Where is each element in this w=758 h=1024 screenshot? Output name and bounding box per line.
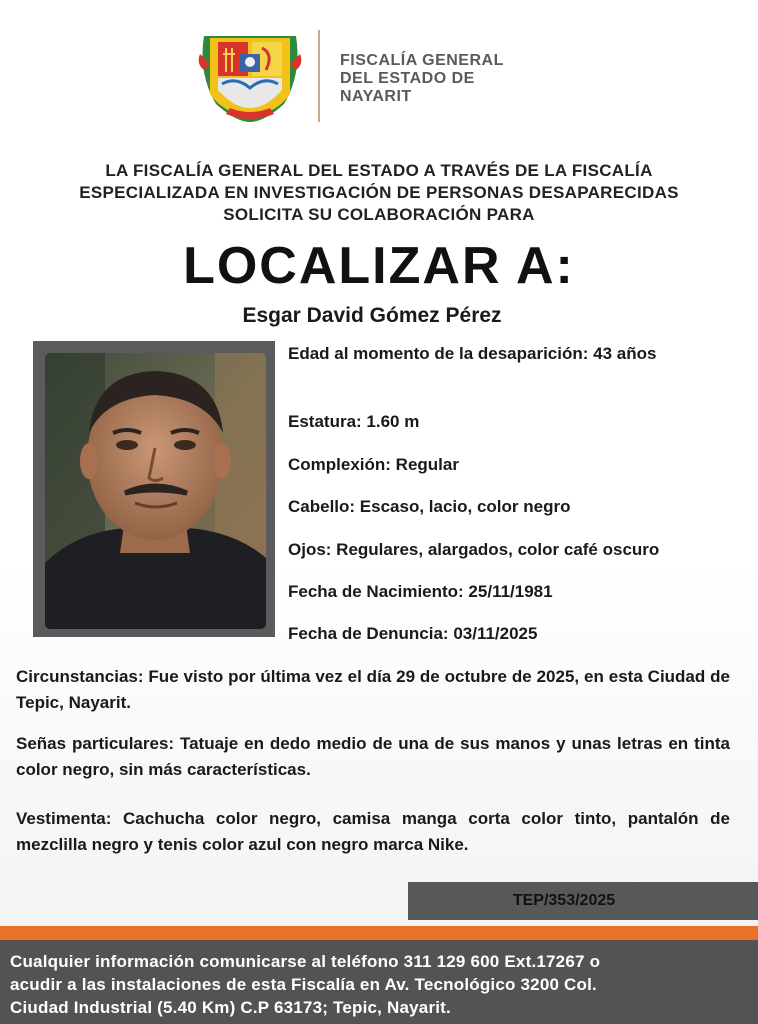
field-ojos: Ojos: Regulares, alargados, color café oscuro xyxy=(288,540,660,559)
case-number: TEP/353/2025 xyxy=(512,892,616,909)
field-complexion: Complexión: Regular xyxy=(288,455,459,474)
contact-line2: acudir a las instalaciones de esta Fiscalía en Av. Tecnológico 3200 Col. xyxy=(10,975,597,994)
org-name-line3: NAYARIT xyxy=(340,88,412,105)
missing-person-photo xyxy=(45,353,266,629)
intro-line3: SOLICITA SU COLABORACIÓN PARA xyxy=(223,205,535,224)
circunstancias-text: Circunstancias: Fue visto por última vez el día 29 de octubre de 2025, en esta Ciudad de Tepic, Nayarit. xyxy=(16,667,730,712)
field-fecha-denuncia: Fecha de Denuncia: 03/11/2025 xyxy=(288,624,538,643)
person-name: Esgar David Gómez Pérez xyxy=(242,304,502,327)
field-cabello: Cabello: Escaso, lacio, color negro xyxy=(288,497,571,516)
accent-bar xyxy=(0,926,758,940)
intro-line1: LA FISCALÍA GENERAL DEL ESTADO A TRAVÉS DE LA FISCALÍA xyxy=(105,161,653,180)
org-name xyxy=(340,52,600,106)
senas-particulares-text: Señas particulares: Tatuaje en dedo medio de una de sus manos y unas letras en tinta color negro, sin más características. xyxy=(16,734,730,779)
contact-line3: Ciudad Industrial (5.40 Km) C.P 63173; Tepic, Nayarit. xyxy=(10,998,451,1017)
header-divider xyxy=(318,30,320,122)
field-edad: Edad al momento de la desaparición: 43 años xyxy=(288,344,657,363)
nayarit-coat-of-arms-icon xyxy=(196,24,304,124)
intro-text xyxy=(20,160,738,226)
contact-line1: Cualquier información comunicarse al teléfono 311 129 600 Ext.17267 o xyxy=(10,952,601,971)
footer xyxy=(0,940,758,1024)
intro-line2: ESPECIALIZADA EN INVESTIGACIÓN DE PERSONAS DESAPARECIDAS xyxy=(79,183,679,202)
case-number-badge xyxy=(408,882,758,920)
headline: LOCALIZAR A: xyxy=(183,237,575,295)
field-estatura: Estatura: 1.60 m xyxy=(288,412,420,431)
vestimenta-text: Vestimenta: Cachucha color negro, camisa manga corta color tinto, pantalón de mezclilla negro y tenis color azul con negro marca Nike. xyxy=(16,809,730,854)
org-name-line2: DEL ESTADO DE xyxy=(340,70,475,87)
org-name-line1: FISCALÍA GENERAL xyxy=(340,52,504,69)
contact-info xyxy=(10,950,740,1019)
field-fecha-nacimiento: Fecha de Nacimiento: 25/11/1981 xyxy=(288,582,553,601)
